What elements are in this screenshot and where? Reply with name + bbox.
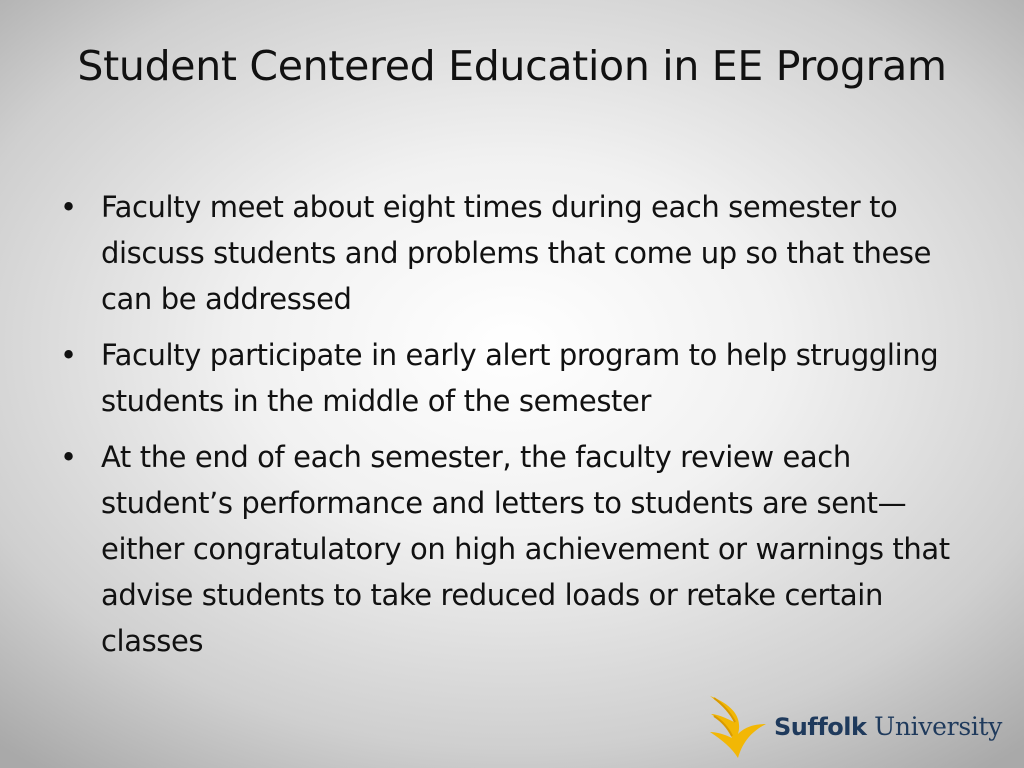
slide-title: Student Centered Education in EE Program xyxy=(77,42,947,90)
bullet-text: Faculty meet about eight times during each semester to discuss students and problems that come up so that these can be addressed xyxy=(101,190,932,316)
bullet-list xyxy=(52,184,962,674)
bullet-marker: • xyxy=(60,338,77,372)
bullet-text: At the end of each semester, the faculty review each student’s performance and letters to students are sent—either congratulatory on high achievement or warnings that advise students to take reduced loads or retake certain classes xyxy=(101,440,950,658)
bullet-marker: • xyxy=(60,190,77,224)
bullet-item xyxy=(52,184,962,322)
logo-wordmark xyxy=(774,712,1002,742)
bullet-item xyxy=(52,434,962,664)
logo-name-light: University xyxy=(874,712,1003,741)
bullet-marker: • xyxy=(60,440,77,474)
bullet-item xyxy=(52,332,962,424)
suffolk-university-logo xyxy=(708,694,1008,760)
suffolk-flame-icon xyxy=(708,694,768,760)
bullet-text: Faculty participate in early alert program to help struggling students in the middle of the semester xyxy=(101,338,939,418)
logo-name-bold: Suffolk xyxy=(774,713,867,741)
